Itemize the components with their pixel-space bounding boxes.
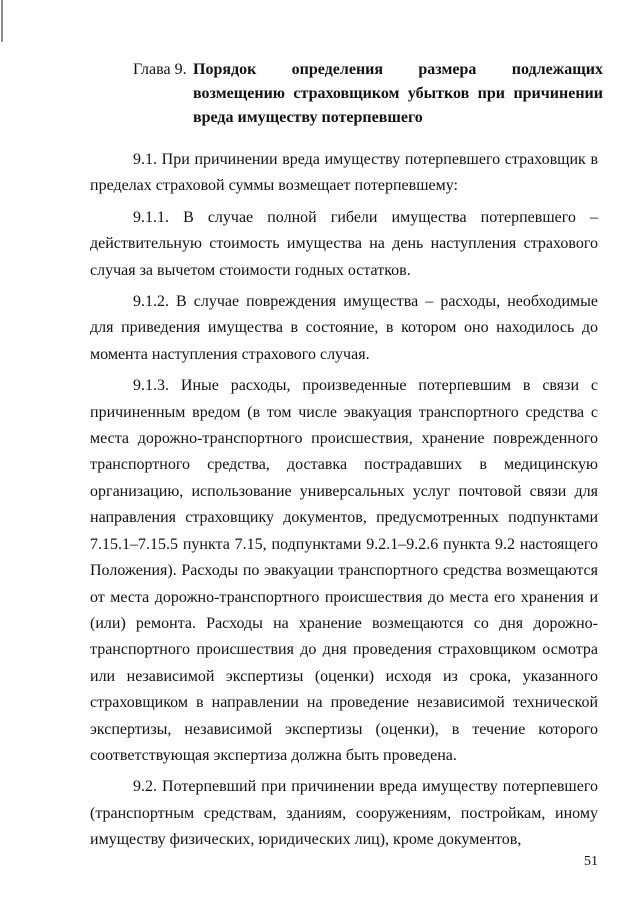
paragraph-9-1-2: 9.1.2. В случае повреждения имущества – расходы, необходимые для приведения имущества в состояние, в котором оно находилось до момента наступления страхового случая. [90, 293, 598, 363]
paragraph-9-1-3: 9.1.3. Иные расходы, произведенные потерпевшим в связи с причиненным вредом (в том числе эвакуация транспортного средства с места дорожно-транспортного происшествия, хранение поврежденного транспортного средства, доставка пострадавших в медицинскую организацию, использование универсальных услуг почтовой связи для направления страховщику документов, предусмотренных подпунктами 7.15.1–7.15.5 пункта 7.15, подпунктами 9.2.1–9.2.6 пункта 9.2 настоящего Положения). Расходы по эвакуации транспортного средства возмещаются от места дорожно-транспортного происшествия до места его хранения и (или) ремонта. Расходы на хранение возмещаются со дня дорожно-транспортного происшествия до дня проведения страховщиком осмотра или независимой экспертизы (оценки) исходя из срока, указанного страховщиком в направлении на проведение независимой технической экспертизы, независимой экспертизы (оценки), в течение которого соответствующая экспертиза должна быть проведена. [90, 377, 598, 764]
chapter-heading [133, 58, 603, 130]
paragraph-9-2: 9.2. Потерпевший при причинении вреда имуществу потерпевшего (транспортным средствам, зданиям, сооружениям, постройкам, иному имуществу физических, юридических лиц), кроме документов, [90, 778, 598, 849]
chapter-title: Порядок определения размера подлежащих возмещению страховщиком убытков при причинении вреда имуществу потерпевшего [193, 61, 603, 126]
scan-edge-mark [1, 0, 3, 42]
document-body [90, 147, 598, 854]
page-number: 51 [584, 854, 598, 869]
paragraph-9-1-1: 9.1.1. В случае полной гибели имущества потерпевшего – действительную стоимость имущества на день наступления страхового случая за вычетом стоимости годных остатков. [90, 208, 598, 279]
paragraph-9-1: 9.1. При причинении вреда имуществу потерпевшего страховщик в пределах страховой суммы возмещает потерпевшему: [90, 151, 598, 195]
chapter-number: Глава 9. [133, 61, 187, 78]
